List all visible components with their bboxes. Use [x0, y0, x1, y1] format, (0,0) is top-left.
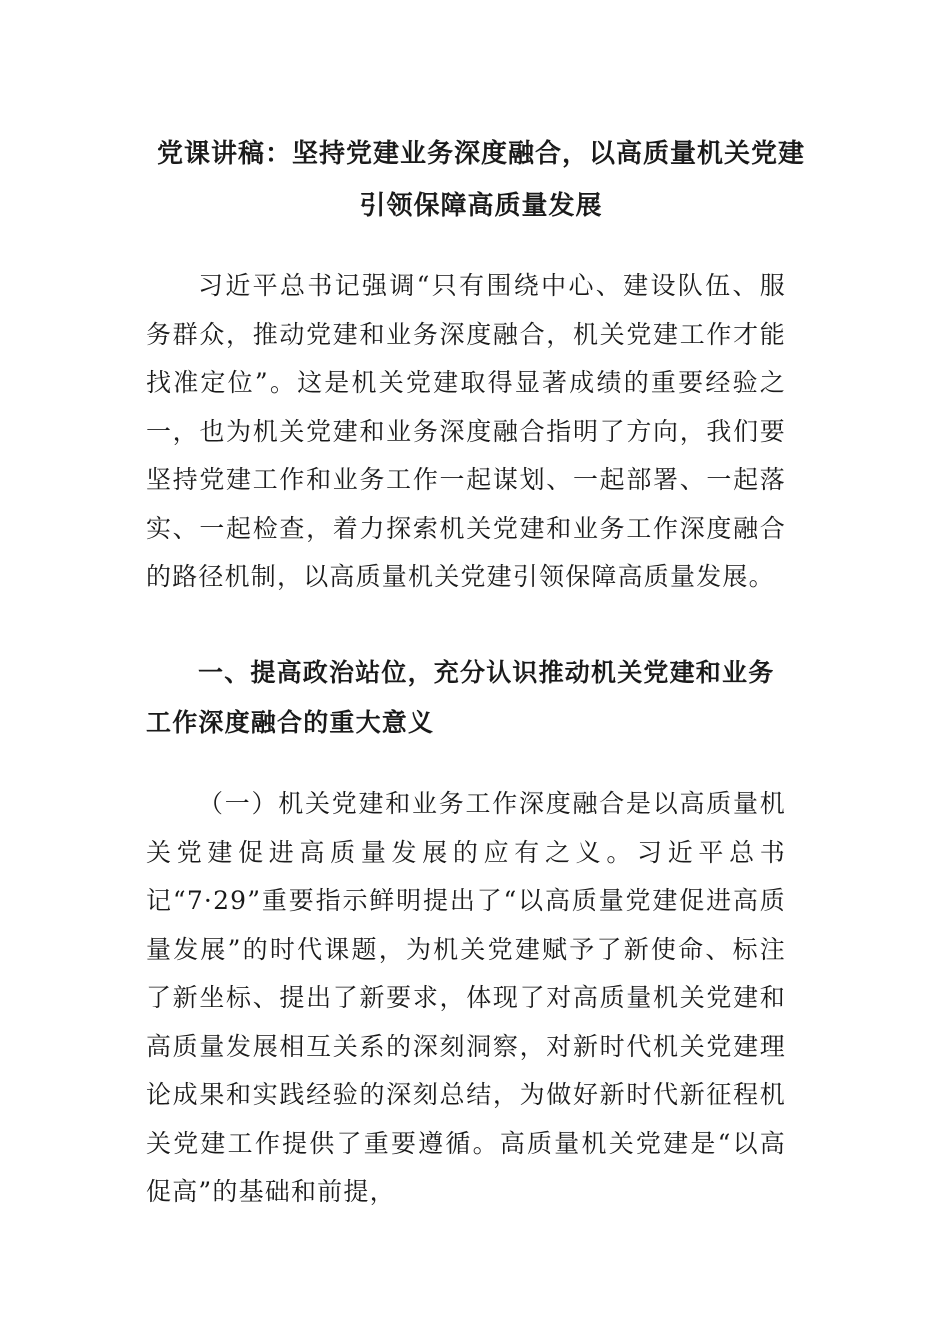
section-1-heading: 一、提高政治站位，充分认识推动机关党建和业务工作深度融合的重大意义 [146, 658, 775, 737]
subsection-1-paragraph: （一）机关党建和业务工作深度融合是以高质量机关党建促进高质量发展的应有之义。习近平总书记“7·29”重要指示鲜明提出了“以高质量党建促进高质量发展”的时代课题，为机关党建赋予了新使命、标注了新坐标、提出了新要求，体现了对高质量机关党建和高质量发展相互关系的深刻洞察，对新时代机关党建理论成果和实践经验的深刻总结，为做好新时代新征程机关党建工作提供了重要遵循。高质量机关党建是“以高促高”的基础和前提， [146, 789, 786, 1206]
intro-paragraph: 习近平总书记强调“只有围绕中心、建设队伍、服务群众，推动党建和业务深度融合，机关党建工作才能找准定位”。这是机关党建取得显著成绩的重要经验之一，也为机关党建和业务深度融合指明了方向，我们要坚持党建工作和业务工作一起谋划、一起部署、一起落实、一起检查，着力探索机关党建和业务工作深度融合的路径机制，以高质量机关党建引领保障高质量发展。 [146, 271, 786, 591]
document-title: 党课讲稿：坚持党建业务深度融合，以高质量机关党建引领保障高质量发展 [156, 139, 805, 221]
